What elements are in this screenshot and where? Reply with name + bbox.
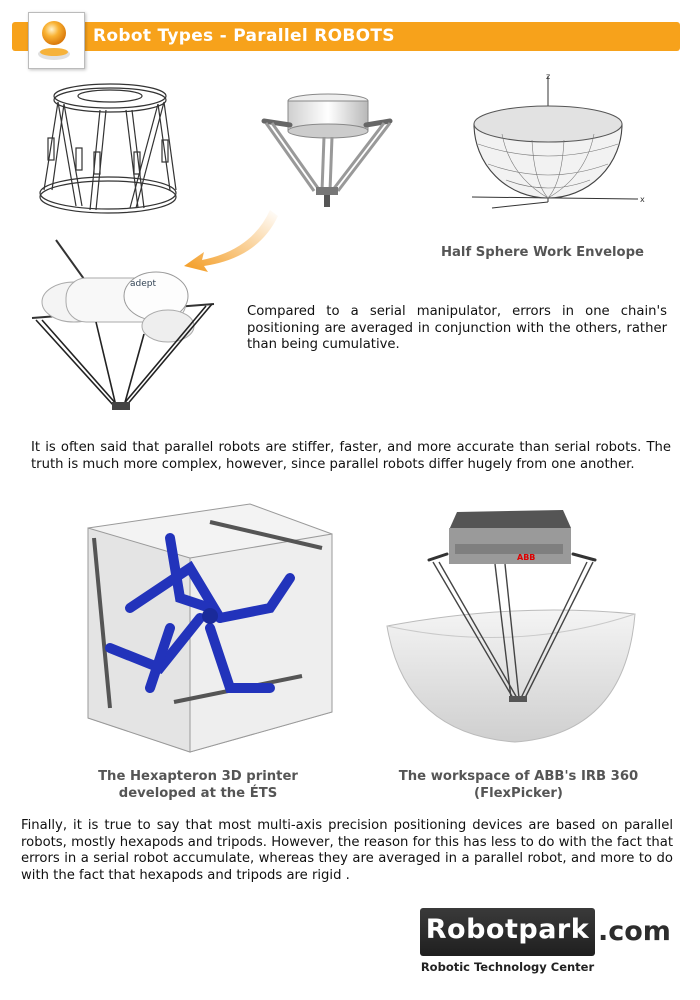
robotpark-logo (420, 908, 595, 956)
header-logo (28, 12, 85, 69)
brand-domain: .com (598, 916, 671, 947)
hexapteron-3d-printer (70, 498, 345, 760)
half-sphere-envelope (462, 72, 657, 212)
brand-name: Robotpark (425, 914, 590, 945)
adept-quattro-robot (26, 238, 221, 418)
abb-logo-text: ABB (517, 553, 536, 562)
adept-logo-text: adept (130, 279, 157, 289)
brand-tagline: Robotic Technology Center (420, 960, 595, 974)
delta-robot (258, 95, 398, 215)
abb-caption-line2: (FlexPicker) (474, 786, 563, 801)
paragraph-hexapods-tripods: Finally, it is true to say that most multi-axis precision positioning devices are based on parallel robots, mostly hexapods and tripods. However, the reason for this has less to do with the fact that errors in a serial robot accumulate, whereas they are averaged in a parallel robot, and more to do with the fact that hexapods and tripods are rigid . (21, 818, 673, 883)
paragraph-stiffer-faster: It is often said that parallel robots are stiffer, faster, and more accurate than serial robots. The truth is much more complex, however, since parallel robots differ hugely from one another. (31, 440, 671, 472)
z-axis-label: z (546, 72, 551, 81)
half-sphere-caption: Half Sphere Work Envelope (441, 245, 644, 260)
paragraph-averaged-errors: Compared to a serial manipulator, errors in one chain's positioning are averaged in conjunction with the others, rather than being cumulative. (247, 304, 667, 353)
hexapteron-caption-line2: developed at the ÉTS (118, 786, 278, 801)
abb-flexpicker-robot (385, 504, 645, 754)
orb-logo-icon (29, 13, 84, 68)
x-axis-label: x (640, 195, 645, 204)
hexapod-robot-drawing (30, 78, 190, 218)
page-title: Robot Types - Parallel ROBOTS (93, 26, 395, 46)
hexapteron-caption-line1: The Hexapteron 3D printer (98, 769, 298, 784)
abb-caption-line1: The workspace of ABB's IRB 360 (398, 769, 639, 784)
